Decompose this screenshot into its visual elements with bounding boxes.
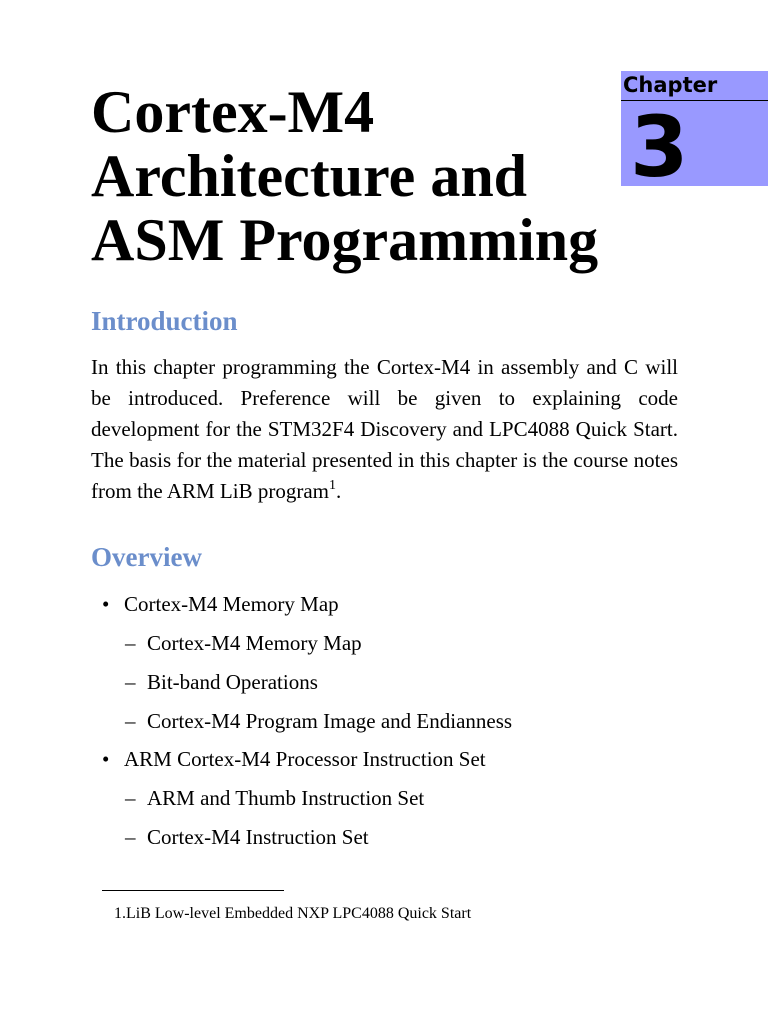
footnote-text: LiB Low-level Embedded NXP LPC4088 Quick Start: [126, 905, 472, 922]
title-line-2: Architecture and: [91, 143, 528, 209]
footnote: [114, 904, 471, 924]
bullet-marker: •: [102, 592, 110, 616]
list-item: [125, 668, 318, 696]
footnote-reference[interactable]: 1: [328, 478, 336, 493]
dash-marker: –: [125, 786, 136, 810]
list-item: [125, 823, 369, 851]
list-item-label: Cortex-M4 Memory Map: [147, 631, 362, 655]
list-item-label: ARM Cortex-M4 Processor Instruction Set: [124, 747, 486, 771]
list-item-label: Cortex-M4 Program Image and Endianness: [147, 709, 513, 733]
introduction-heading: Introduction: [91, 306, 238, 336]
dash-marker: –: [125, 631, 136, 655]
title-line-3: ASM Programming: [91, 207, 599, 273]
dash-marker: –: [125, 709, 136, 733]
list-item: [125, 629, 362, 657]
introduction-text: In this chapter programming the Cortex-M4 in assembly and C will be introduced. Preference will be given to explaining code development for the STM32F4 Discovery and LPC4088 Quick Start. The basis for the material presented in this chapter is the course notes from the ARM LiB program: [91, 355, 678, 503]
list-item-label: Bit-band Operations: [147, 670, 318, 694]
dash-marker: –: [125, 670, 136, 694]
overview-heading: Overview: [91, 542, 202, 572]
chapter-badge: [621, 71, 768, 196]
dash-marker: –: [125, 825, 136, 849]
footnote-rule: [102, 890, 284, 891]
list-item: [102, 745, 486, 773]
footnote-number: 1.: [114, 905, 126, 922]
chapter-number: 3: [630, 98, 689, 196]
list-item: [125, 707, 513, 735]
chapter-title: [91, 80, 611, 272]
chapter-label: Chapter: [623, 73, 718, 97]
list-item-label: Cortex-M4 Memory Map: [124, 592, 339, 616]
list-item: [102, 590, 339, 618]
bullet-marker: •: [102, 747, 110, 771]
list-item-label: Cortex-M4 Instruction Set: [147, 825, 369, 849]
paragraph-end: .: [335, 479, 342, 503]
list-item-label: ARM and Thumb Instruction Set: [147, 786, 425, 810]
introduction-paragraph: [91, 352, 678, 507]
list-item: [125, 784, 425, 812]
title-line-1: Cortex-M4: [91, 79, 375, 145]
